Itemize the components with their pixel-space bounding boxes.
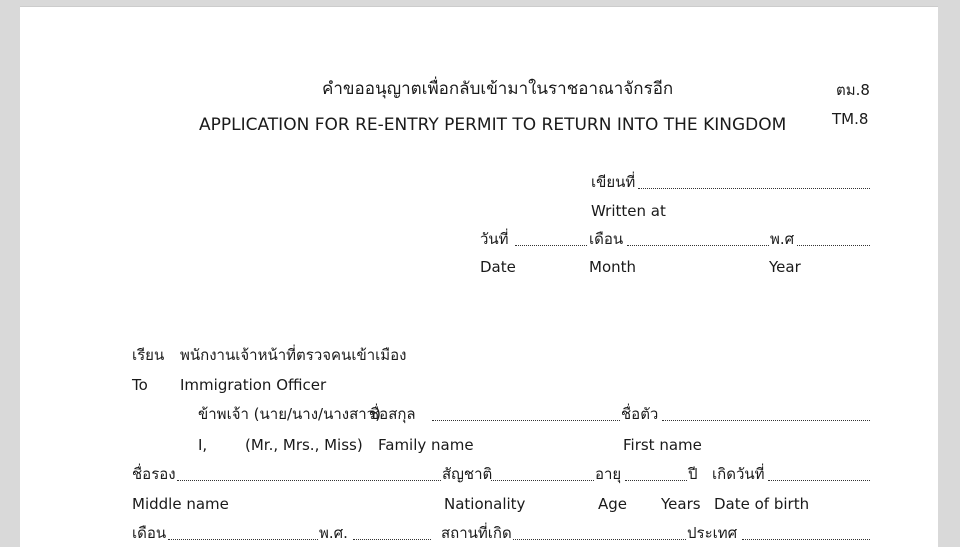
years-label-en: Years bbox=[661, 495, 701, 513]
year-label-th: พ.ศ bbox=[770, 230, 795, 248]
date-field[interactable] bbox=[515, 233, 587, 246]
written-at-label-th: เขียนที่ bbox=[591, 173, 636, 191]
middle-name-label-th: ชื่อรอง bbox=[132, 465, 176, 483]
age-label-th: อายุ bbox=[595, 465, 622, 483]
first-name-label-en: First name bbox=[623, 436, 702, 454]
middle-name-label-en: Middle name bbox=[132, 495, 229, 513]
title-english: APPLICATION FOR RE-ENTRY PERMIT TO RETURN INTO THE KINGDOM bbox=[199, 115, 787, 135]
i-label-th: ข้าพเจ้า (นาย/นาง/นางสาว) bbox=[198, 405, 381, 423]
officer-en: Immigration Officer bbox=[180, 376, 327, 394]
written-at-label-en: Written at bbox=[591, 202, 666, 220]
dob-label-en: Date of birth bbox=[714, 495, 810, 513]
month-label-en: Month bbox=[589, 258, 637, 276]
dob-field[interactable] bbox=[768, 468, 870, 481]
nationality-field[interactable] bbox=[491, 468, 594, 481]
officer-th: พนักงานเจ้าหน้าที่ตรวจคนเข้าเมือง bbox=[180, 346, 407, 364]
month-label-th: เดือน bbox=[589, 230, 624, 248]
title-label-en: (Mr., Mrs., Miss) bbox=[245, 436, 363, 454]
form-code-thai: ตม.8 bbox=[836, 81, 870, 99]
birth-year-label-th: พ.ศ. bbox=[319, 524, 348, 542]
birthplace-label-th: สถานที่เกิด bbox=[441, 524, 512, 542]
birth-month-field[interactable] bbox=[168, 527, 318, 540]
nationality-label-th: สัญชาติ bbox=[442, 465, 493, 483]
to-label-th: เรียน bbox=[132, 346, 165, 364]
dob-label-th: เกิดวันที่ bbox=[712, 465, 765, 483]
birthplace-field[interactable] bbox=[513, 527, 686, 540]
birth-month-label-th: เดือน bbox=[132, 524, 167, 542]
age-label-en: Age bbox=[598, 495, 628, 513]
i-label-en: I, bbox=[198, 436, 208, 454]
family-name-label-en: Family name bbox=[378, 436, 474, 454]
middle-name-field[interactable] bbox=[177, 468, 441, 481]
birth-year-field[interactable] bbox=[353, 527, 431, 540]
year-label-en: Year bbox=[769, 258, 801, 276]
years-label-th: ปี bbox=[688, 465, 698, 483]
country-field[interactable] bbox=[742, 527, 870, 540]
date-label-th: วันที่ bbox=[480, 230, 509, 248]
title-thai: คำขออนุญาตเพื่อกลับเข้ามาในราชอาณาจักรอีก bbox=[322, 79, 674, 99]
to-label-en: To bbox=[132, 376, 148, 394]
nationality-label-en: Nationality bbox=[444, 495, 526, 513]
form-code-english: TM.8 bbox=[832, 110, 869, 128]
first-name-field[interactable] bbox=[662, 408, 870, 421]
country-label-th: ประเทศ bbox=[687, 524, 738, 542]
month-field[interactable] bbox=[627, 233, 769, 246]
family-name-label-th: ชื่อสกุล bbox=[369, 405, 416, 423]
family-name-field[interactable] bbox=[432, 408, 620, 421]
written-at-field[interactable] bbox=[638, 176, 870, 189]
age-field[interactable] bbox=[625, 468, 687, 481]
first-name-label-th: ชื่อตัว bbox=[621, 405, 659, 423]
year-field[interactable] bbox=[797, 233, 870, 246]
date-label-en: Date bbox=[480, 258, 516, 276]
